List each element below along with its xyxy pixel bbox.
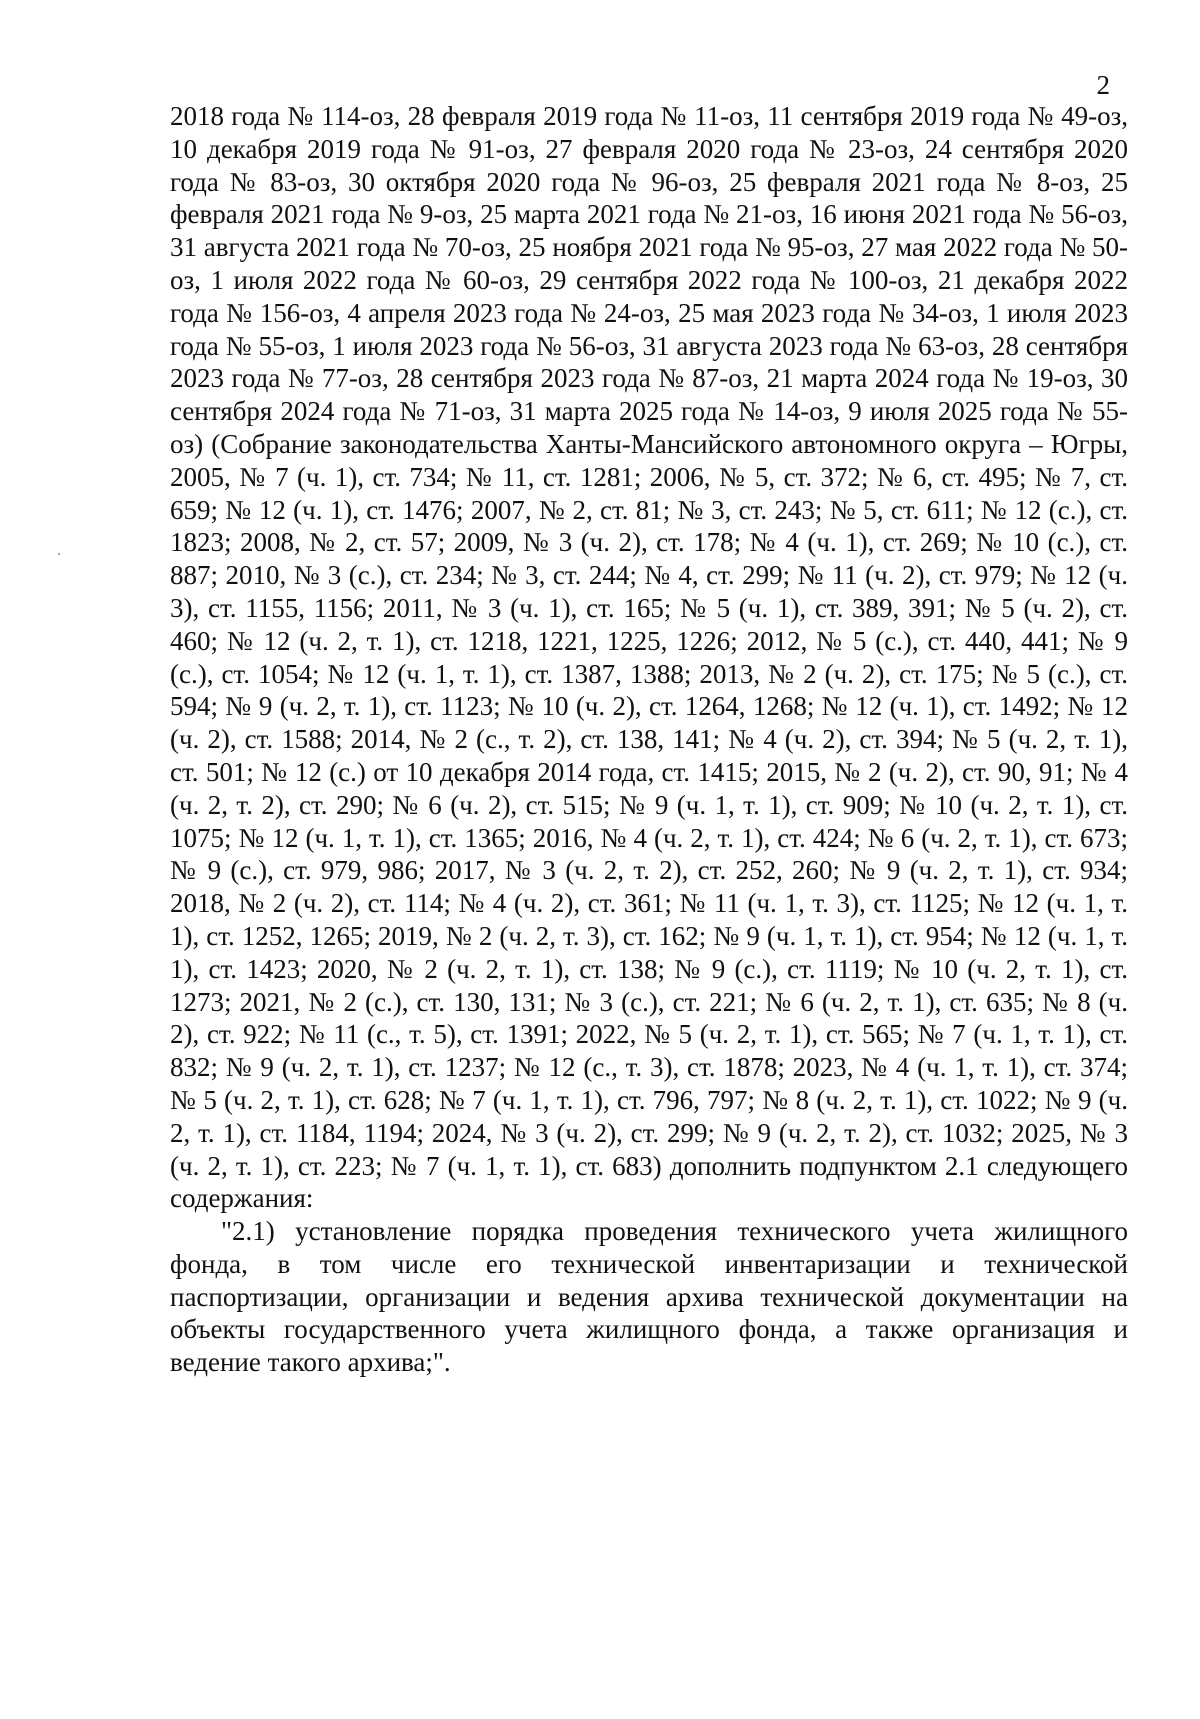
amendment-paragraph: "2.1) установление порядка проведения технического учета жилищного фонда, в том числе его технической инвентаризации и технической паспортизации, организации и ведения архива технической документации на объекты государственного учета жилищного фонда, а также организация и ведение такого архива;". [170,1216,1128,1378]
citation-paragraph: 2018 года № 114-оз, 28 февраля 2019 года № 11-оз, 11 сентября 2019 года № 49-оз, 10 декабря 2019 года № 91-оз, 27 февраля 2020 года № 23-оз, 24 сентября 2020 года № 83-оз, 30 октября 2020 года № 96-оз, 25 февраля 2021 года № 8-оз, 25 февраля 2021 года № 9-оз, 25 марта 2021 года № 21-оз, 16 июня 2021 года № 56-оз, 31 августа 2021 года № 70-оз, 25 ноября 2021 года № 95-оз, 27 мая 2022 года № 50-оз, 1 июля 2022 года № 60-оз, 29 сентября 2022 года № 100-оз, 21 декабря 2022 года № 156-оз, 4 апреля 2023 года № 24-оз, 25 мая 2023 года № 34-оз, 1 июля 2023 года № 55-оз, 1 июля 2023 года № 56-оз, 31 августа 2023 года № 63-оз, 28 сентября 2023 года № 77-оз, 28 сентября 2023 года № 87-оз, 21 марта 2024 года № 19-оз, 30 сентября 2024 года № 71-оз, 31 марта 2025 года № 14-оз, 9 июля 2025 года № 55-оз) (Собрание законодательства Ханты-Мансийского автономного округа – Югры, 2005, № 7 (ч. 1), ст. 734; № 11, ст. 1281; 2006, № 5, ст. 372; № 6, ст. 495; № 7, ст. 659; № 12 (ч. 1), ст. 1476; 2007, № 2, ст. 81; № 3, ст. 243; № 5, ст. 611; № 12 (с.), ст. 1823; 2008, № 2, ст. 57; 2009, № 3 (ч. 2), ст. 178; № 4 (ч. 1), ст. 269; № 10 (с.), ст. 887; 2010, № 3 (с.), ст. 234; № 3, ст. 244; № 4, ст. 299; № 11 (ч. 2), ст. 979; № 12 (ч. 3), ст. 1155, 1156; 2011, № 3 (ч. 1), ст. 165; № 5 (ч. 1), ст. 389, 391; № 5 (ч. 2), ст. 460; № 12 (ч. 2, т. 1), ст. 1218, 1221, 1225, 1226; 2012, № 5 (с.), ст. 440, 441; № 9 (с.), ст. 1054; № 12 (ч. 1, т. 1), ст. 1387, 1388; 2013, № 2 (ч. 2), ст. 175; № 5 (с.), ст. 594; № 9 (ч. 2, т. 1), ст. 1123; № 10 (ч. 2), ст. 1264, 1268; № 12 (ч. 1), ст. 1492; № 12 (ч. 2), ст. 1588; 2014, № 2 (с., т. 2), ст. 138, 141; № 4 (ч. 2), ст. 394; № 5 (ч. 2, т. 1), ст. 501; № 12 (с.) от 10 декабря 2014 года, ст. 1415; 2015, № 2 (ч. 2), ст. 90, 91; № 4 (ч. 2, т. 2), ст. 290; № 6 (ч. 2), ст. 515; № 9 (ч. 1, т. 1), ст. 909; № 10 (ч. 2, т. 1), ст. 1075; № 12 (ч. 1, т. 1), ст. 1365; 2016, № 4 (ч. 2, т. 1), ст. 424; № 6 (ч. 2, т. 1), ст. 673; № 9 (с.), ст. 979, 986; 2017, № 3 (ч. 2, т. 2), ст. 252, 260; № 9 (ч. 2, т. 1), ст. 934; 2018, № 2 (ч. 2), ст. 114; № 4 (ч. 2), ст. 361; № 11 (ч. 1, т. 3), ст. 1125; № 12 (ч. 1, т. 1), ст. 1252, 1265; 2019, № 2 (ч. 2, т. 3), ст. 162; № 9 (ч. 1, т. 1), ст. 954; № 12 (ч. 1, т. 1), ст. 1423; 2020, № 2 (ч. 2, т. 1), ст. 138; № 9 (с.), ст. 1119; № 10 (ч. 2, т. 1), ст. 1273; 2021, № 2 (с.), ст. 130, 131; № 3 (с.), ст. 221; № 6 (ч. 2, т. 1), ст. 635; № 8 (ч. 2), ст. 922; № 11 (с., т. 5), ст. 1391; 2022, № 5 (ч. 2, т. 1), ст. 565; № 7 (ч. 1, т. 1), ст. 832; № 9 (ч. 2, т. 1), ст. 1237; № 12 (с., т. 3), ст. 1878; 2023, № 4 (ч. 1, т. 1), ст. 374; № 5 (ч. 2, т. 1), ст. 628; № 7 (ч. 1, т. 1), ст. 796, 797; № 8 (ч. 2, т. 1), ст. 1022; № 9 (ч. 2, т. 1), ст. 1184, 1194; 2024, № 3 (ч. 2), ст. 299; № 9 (ч. 2, т. 2), ст. 1032; 2025, № 3 (ч. 2, т. 1), ст. 223; № 7 (ч. 1, т. 1), ст. 683) дополнить подпунктом 2.1 следующего содержания: [170,101,1128,1214]
page-number: 2 [1096,70,1110,100]
document-body [170,100,1128,1379]
scan-speck [58,553,60,555]
